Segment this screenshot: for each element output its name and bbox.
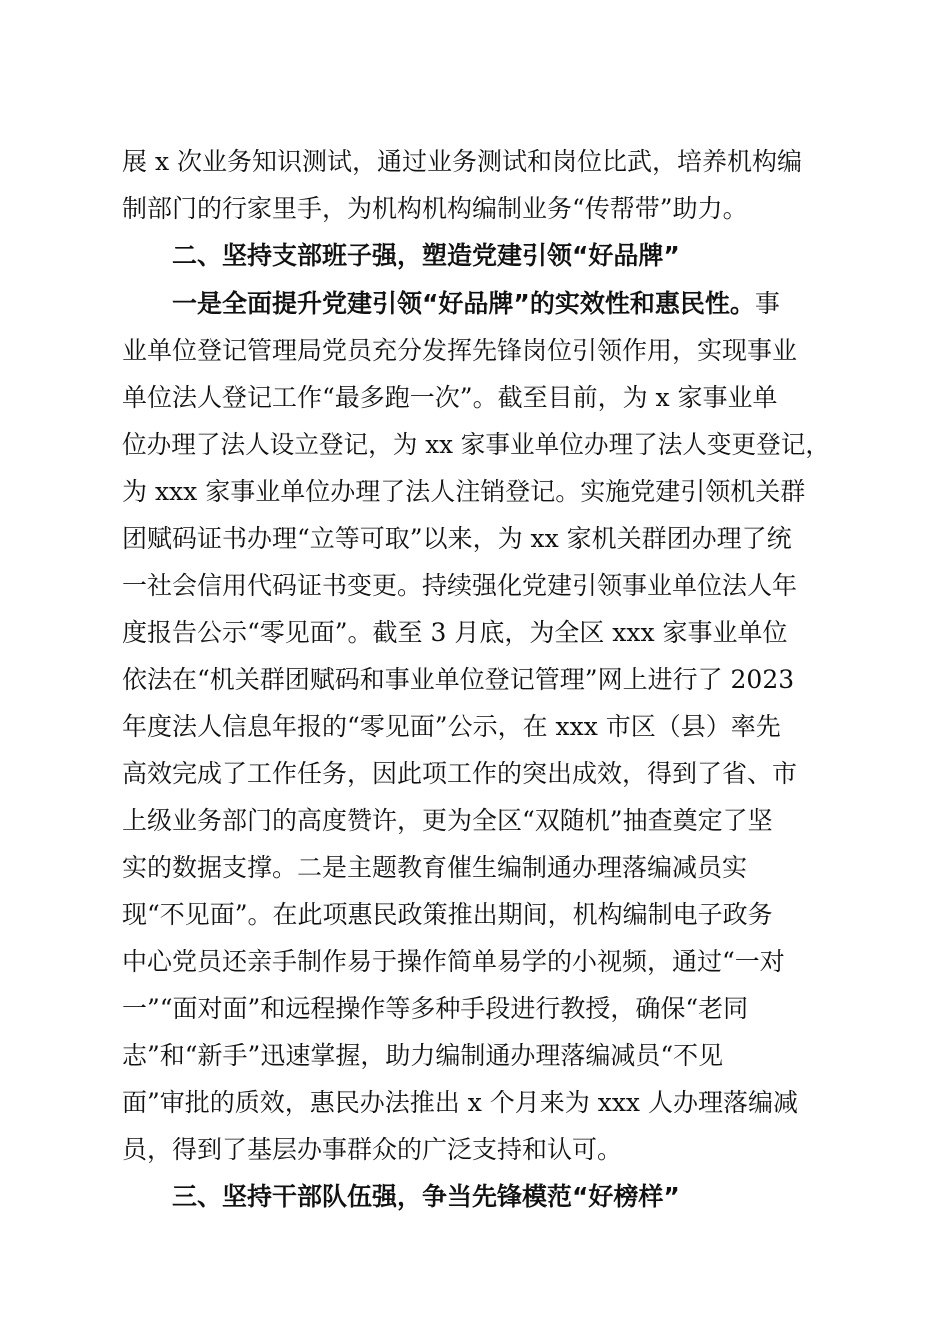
body-line bbox=[0, 1083, 950, 1123]
text-line: 面”审批的质效，惠民办法推出 x 个月来为 xxx 人办理落编减 bbox=[122, 1088, 798, 1117]
text-line: 志”和“新手”迅速掌握，助力编制通办理落编减员“不见 bbox=[122, 1041, 724, 1070]
body-line bbox=[0, 895, 950, 935]
heading-text: 三、坚持干部队伍强，争当先锋模范“好榜样” bbox=[172, 1182, 680, 1211]
text-line: 上级业务部门的高度赞许，更为全区“双随机”抽查奠定了坚 bbox=[122, 806, 773, 835]
text-line: 展 x 次业务知识测试，通过业务测试和岗位比武，培养机构编 bbox=[122, 147, 802, 176]
text-line: 年度法人信息年报的“零见面”公示，在 xxx 市区（县）率先 bbox=[122, 712, 781, 741]
body-line bbox=[0, 331, 950, 371]
section-two-heading bbox=[0, 236, 950, 276]
text-line: 实的数据支撑。二是主题教育催生编制通办理落编减员实 bbox=[122, 853, 748, 882]
body-line bbox=[0, 707, 950, 747]
text-line: 为 xxx 家事业单位办理了法人注销登记。实施党建引领机关群 bbox=[122, 477, 806, 506]
body-line bbox=[0, 472, 950, 512]
text-line: 现“不见面”。在此项惠民政策推出期间，机构编制电子政务 bbox=[122, 900, 773, 929]
text-line: 团赋码证书办理“立等可取”以来，为 xx 家机关群团办理了统 bbox=[122, 524, 792, 553]
body-line bbox=[0, 613, 950, 653]
body-line bbox=[0, 660, 950, 700]
text-line: 单位法人登记工作“最多跑一次”。截至目前，为 x 家事业单 bbox=[122, 383, 778, 412]
section-two-lead-line bbox=[0, 284, 950, 324]
body-line bbox=[0, 425, 950, 465]
text-line: 中心党员还亲手制作易于操作简单易学的小视频，通过“一对 bbox=[122, 947, 785, 976]
body-line bbox=[0, 989, 950, 1029]
text-line: 一”“面对面”和远程操作等多种手段进行教授，确保“老同 bbox=[122, 994, 749, 1023]
intro-line-2 bbox=[0, 189, 950, 229]
body-line bbox=[0, 378, 950, 418]
body-line bbox=[0, 942, 950, 982]
body-line bbox=[0, 848, 950, 888]
lead-sentence: 一是全面提升党建引领“好品牌”的实效性和惠民性。 bbox=[172, 289, 755, 318]
text-line: 一社会信用代码证书变更。持续强化党建引领事业单位法人年 bbox=[122, 571, 798, 600]
text-line: 业单位登记管理局党员充分发挥先锋岗位引领作用，实现事业 bbox=[122, 336, 798, 365]
text-line: 制部门的行家里手，为机构机构编制业务“传帮带”助力。 bbox=[122, 194, 748, 223]
section-three-heading bbox=[0, 1177, 950, 1217]
text-line: 度报告公示“零见面”。截至 3 月底，为全区 xxx 家事业单位 bbox=[122, 618, 788, 647]
lead-wrapper bbox=[172, 284, 780, 324]
text-line: 位办理了法人设立登记，为 xx 家事业单位办理了法人变更登记， bbox=[122, 430, 830, 459]
body-line bbox=[0, 801, 950, 841]
text-line: 员，得到了基层办事群众的广泛支持和认可。 bbox=[122, 1135, 623, 1164]
body-line bbox=[0, 1036, 950, 1076]
lead-rest: 事 bbox=[754, 289, 780, 318]
body-line bbox=[0, 566, 950, 606]
body-line bbox=[0, 519, 950, 559]
body-line bbox=[0, 1130, 950, 1170]
heading-text: 二、坚持支部班子强，塑造党建引领“好品牌” bbox=[172, 241, 680, 270]
intro-line-1 bbox=[0, 142, 950, 182]
text-line: 高效完成了工作任务，因此项工作的突出成效，得到了省、市 bbox=[122, 759, 798, 788]
text-line: 依法在“机关群团赋码和事业单位登记管理”网上进行了 2023 bbox=[122, 665, 795, 694]
body-line bbox=[0, 754, 950, 794]
